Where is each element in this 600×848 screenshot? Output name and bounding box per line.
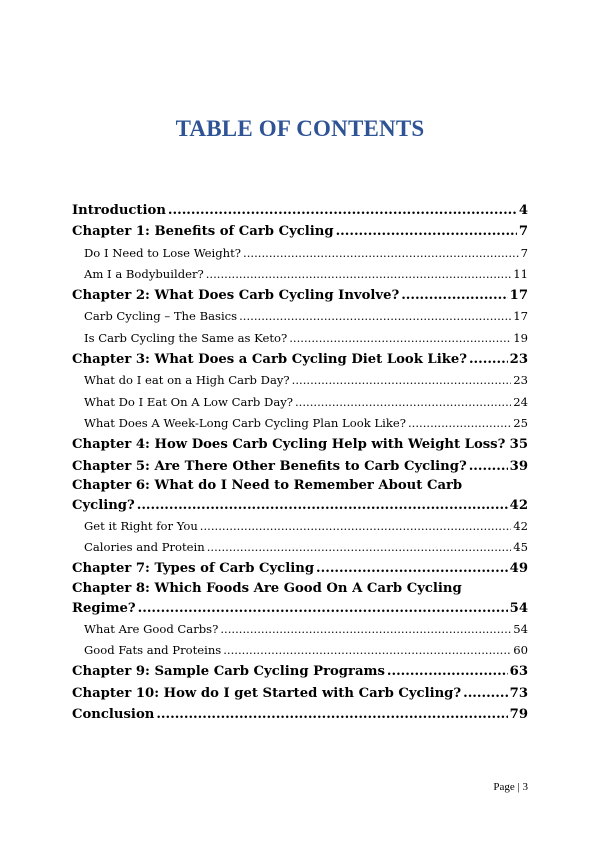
toc-entry (72, 683, 528, 704)
toc-leader (200, 516, 511, 537)
toc-entry-text: What do I eat on a High Carb Day? (84, 373, 290, 388)
toc-entry-page: 60 (513, 643, 528, 658)
toc-subentry (72, 306, 528, 327)
toc-entry (72, 221, 528, 242)
toc-entry-page: 23 (509, 352, 528, 368)
toc-entry (72, 704, 528, 725)
toc-entry-text: Is Carb Cycling the Same as Keto? (84, 330, 288, 345)
toc-entry-page: 49 (509, 561, 528, 577)
toc-entry (72, 558, 528, 579)
toc-entry (72, 434, 528, 455)
toc-leader (469, 456, 508, 477)
toc-entry-text-continued: Regime? (72, 600, 136, 616)
toc-entry-text: Introduction (72, 203, 166, 218)
toc-leader (243, 243, 519, 264)
toc-entry (72, 580, 528, 619)
toc-subentry (72, 619, 528, 640)
toc-entry (72, 456, 528, 477)
toc-entry-page: 17 (513, 309, 528, 324)
toc-subentry (72, 413, 528, 434)
toc-entry-page: 7 (520, 245, 528, 260)
toc-entry-page: 42 (509, 497, 528, 513)
toc-leader (292, 370, 512, 391)
toc-entry-page: 19 (513, 330, 528, 345)
toc-entry-page: 11 (513, 266, 528, 281)
toc-leader (223, 640, 511, 661)
toc-entry-page: 39 (509, 458, 528, 474)
toc-entry (72, 285, 528, 306)
toc-entry-page: 25 (513, 415, 528, 430)
toc-subentry (72, 640, 528, 661)
toc-leader (463, 683, 508, 704)
toc-leader (138, 598, 508, 619)
toc-leader (220, 619, 511, 640)
toc-entry-page: 17 (509, 288, 528, 304)
toc-leader (239, 306, 511, 327)
toc-leader (137, 495, 508, 516)
toc-entry-page: 79 (509, 706, 528, 722)
toc-entry-text: Chapter 6: What do I Need to Remember About Carb (72, 477, 463, 493)
toc-entry-text: Chapter 1: Benefits of Carb Cycling (72, 224, 334, 240)
toc-entry-text: Am I a Bodybuilder? (84, 266, 204, 281)
toc-entry-text: Chapter 9: Sample Carb Cycling Programs (72, 664, 385, 680)
toc-leader (207, 537, 512, 558)
toc-entry-page: 7 (518, 224, 528, 240)
toc-entry-text: What Does A Week-Long Carb Cycling Plan Look Like? (84, 415, 406, 430)
toc-entry-text-continued: Cycling? (72, 497, 135, 513)
toc-subentry (72, 264, 528, 285)
toc-leader (289, 328, 511, 349)
toc-entry-page: 73 (509, 685, 528, 701)
toc-leader (387, 661, 508, 682)
toc-entry (72, 349, 528, 370)
toc-entry-text: Chapter 3: What Does a Carb Cycling Diet Look Like? (72, 352, 467, 368)
toc-leader (156, 704, 507, 725)
toc-leader (295, 392, 511, 413)
toc-subentry (72, 370, 528, 391)
toc-entry-text: Calories and Protein (84, 540, 205, 555)
toc-leader (336, 221, 517, 242)
toc-entry-text: Chapter 7: Types of Carb Cycling (72, 561, 315, 577)
toc-entry-text: Chapter 4: How Does Carb Cycling Help with Weight Loss? (72, 437, 506, 453)
toc-entry-page: 45 (513, 540, 528, 555)
toc-entry-text: Chapter 10: How do I get Started with Carb Cycling? (72, 685, 462, 701)
toc-list (72, 200, 528, 725)
toc-entry (72, 477, 528, 516)
toc-entry-second-line (72, 598, 528, 619)
toc-entry-page: 24 (513, 394, 528, 409)
toc-leader (408, 413, 511, 434)
toc-entry (72, 200, 528, 221)
toc-entry-text: Good Fats and Proteins (84, 643, 222, 658)
toc-entry-second-line (72, 495, 528, 516)
toc-leader (168, 200, 517, 221)
toc-entry-text: Carb Cycling – The Basics (84, 309, 238, 324)
toc-entry-text: Get it Right for You (84, 518, 198, 533)
toc-leader (401, 285, 507, 306)
toc-entry-text: Chapter 2: What Does Carb Cycling Involve? (72, 288, 400, 304)
toc-entry-page: 4 (518, 203, 528, 218)
toc-entry-text: Chapter 5: Are There Other Benefits to Carb Cycling? (72, 458, 467, 474)
toc-leader (206, 264, 512, 285)
toc-leader (316, 558, 508, 579)
toc-entry-page: 35 (509, 437, 528, 453)
page-title: TABLE OF CONTENTS (175, 116, 425, 141)
toc-entry-text: Chapter 8: Which Foods Are Good On A Carb Cycling (72, 580, 462, 596)
toc-entry-page: 42 (513, 518, 528, 533)
toc-subentry (72, 516, 528, 537)
toc-subentry (72, 392, 528, 413)
toc-entry-page: 54 (513, 621, 528, 636)
toc-subentry (72, 328, 528, 349)
toc-leader (469, 349, 508, 370)
toc-entry-page: 23 (513, 373, 528, 388)
page-number-footer: Page | 3 (493, 781, 528, 793)
toc-entry-page: 63 (509, 664, 528, 680)
toc-entry-text: What Do I Eat On A Low Carb Day? (84, 394, 293, 409)
toc-entry-text: Do I Need to Lose Weight? (84, 245, 242, 260)
toc-entry (72, 661, 528, 682)
toc-subentry (72, 537, 528, 558)
toc-entry-page: 54 (509, 600, 528, 616)
toc-entry-text: Conclusion (72, 706, 155, 722)
toc-entry-text: What Are Good Carbs? (84, 621, 219, 636)
toc-subentry (72, 243, 528, 264)
